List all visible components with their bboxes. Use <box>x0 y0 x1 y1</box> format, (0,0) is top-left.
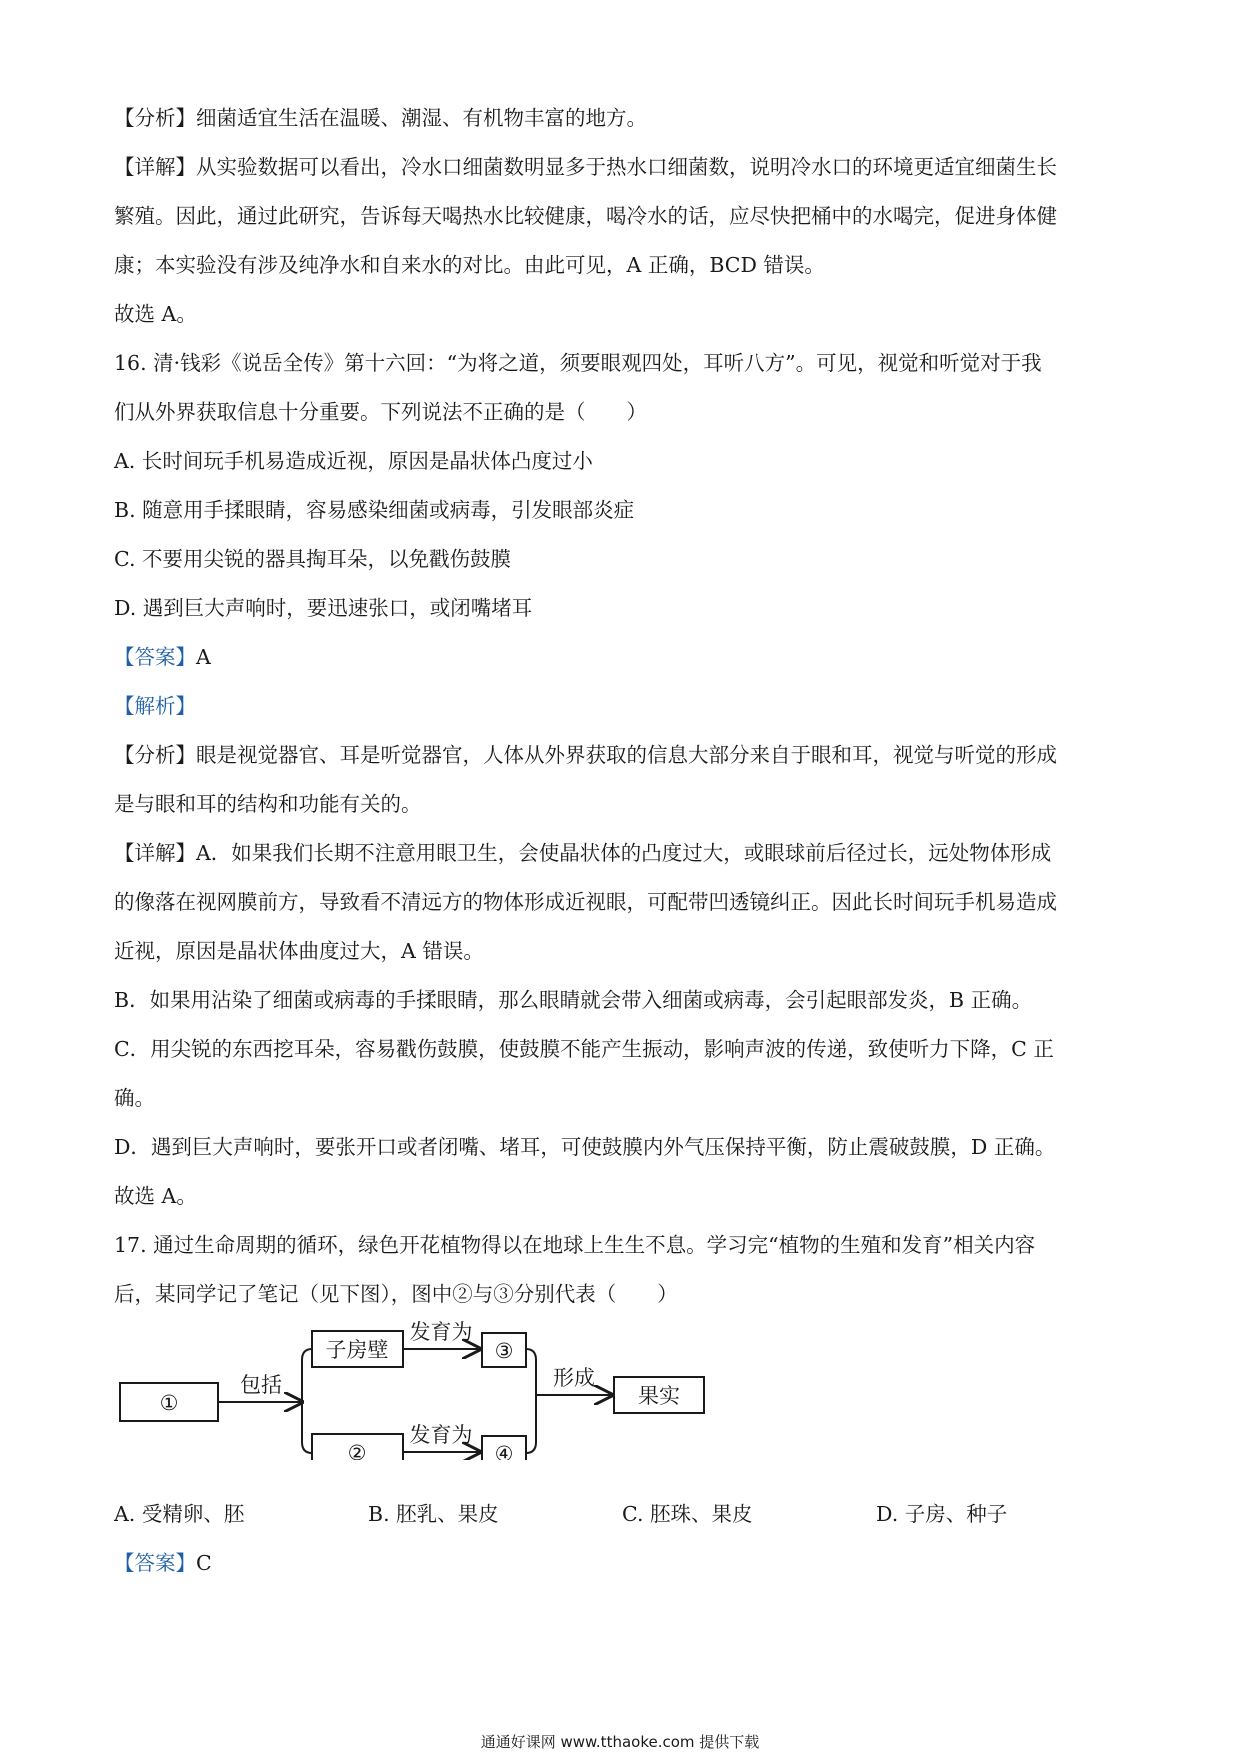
q15-analysis <box>114 104 647 132</box>
q16-option-d: D. 遇到巨大声响时，要迅速张口，或闭嘴堵耳 <box>114 596 533 620</box>
q16-conclusion: 故选 A。 <box>114 1184 197 1208</box>
q16-answer <box>114 643 211 671</box>
q17-stem-line-2: 后，某同学记了笔记（见下图），图中②与③分别代表（ ） <box>114 1282 678 1306</box>
develop-label-top: 发育为 <box>409 1320 473 1344</box>
q16-detail-a-line-2: 的像落在视网膜前方，导致看不清远方的物体形成近视眼，可配带凹透镜纠正。因此长时间玩手机易造成 <box>114 890 1057 914</box>
box-4-label: ④ <box>494 1442 514 1460</box>
form-label: 形成 <box>553 1366 595 1390</box>
analysis-text: 眼是视觉器官、耳是听觉器官，人体从外界获取的信息大部分来自于眼和耳，视觉与听觉的形成 <box>196 743 1057 767</box>
q16-option-b: B. 随意用手揉眼睛，容易感染细菌或病毒，引发眼部炎症 <box>114 498 635 522</box>
q15-detail-line-1 <box>114 153 1057 181</box>
fruit-label: 果实 <box>638 1384 680 1408</box>
analysis-tag: 【分析】 <box>114 106 196 130</box>
q16-stem-line-2: 们从外界获取信息十分重要。下列说法不正确的是（ ） <box>114 400 647 424</box>
q16-explain-tag: 【解析】 <box>114 694 196 718</box>
q16-stem-line-1: 16. 清·钱彩《说岳全传》第十六回：“为将之道，须要眼观四处，耳听八方”。可见，视觉和听觉对于我 <box>114 351 1042 375</box>
plant-development-diagram <box>116 1320 776 1460</box>
q16-option-c: C. 不要用尖锐的器具掏耳朵，以免戳伤鼓膜 <box>114 547 511 571</box>
q15-conclusion: 故选 A。 <box>114 302 197 326</box>
box-2-label: ② <box>347 1441 367 1460</box>
detail-tag: 【详解】 <box>114 155 196 179</box>
detail-tag: 【详解】 <box>114 841 196 865</box>
detail-text: 从实验数据可以看出，冷水口细菌数明显多于热水口细菌数，说明冷水口的环境更适宜细菌生长 <box>196 155 1057 179</box>
develop-label-bottom: 发育为 <box>409 1423 473 1447</box>
page-footer: 通通好课网 www.tthaoke.com 提供下载 <box>480 1733 760 1751</box>
branch-bracket <box>302 1349 312 1453</box>
answer-value: A <box>196 645 211 669</box>
q16-analysis-line-1 <box>114 741 1057 769</box>
q17-option-d: D. 子房、种子 <box>876 1502 1008 1526</box>
q17-option-a: A. 受精卵、胚 <box>114 1502 245 1526</box>
detail-text: A．如果我们长期不注意用眼卫生，会使晶状体的凸度过大，或眼球前后径过长，远处物体形成 <box>196 841 1052 865</box>
box-1-label: ① <box>159 1391 179 1415</box>
q17-option-c: C. 胚珠、果皮 <box>622 1502 753 1526</box>
q16-detail-c-line-1: C．用尖锐的东西挖耳朵，容易戳伤鼓膜，使鼓膜不能产生振动，影响声波的传递，致使听力下降，C 正 <box>114 1037 1054 1061</box>
analysis-tag: 【分析】 <box>114 743 196 767</box>
q16-detail-a-line-3: 近视，原因是晶状体曲度过大，A 错误。 <box>114 939 484 963</box>
merge-bracket <box>526 1349 536 1453</box>
q16-detail-a-line-1 <box>114 839 1051 867</box>
q17-stem-line-1: 17. 通过生命周期的循环，绿色开花植物得以在地球上生生不息。学习完“植物的生殖和发育”相关内容 <box>114 1233 1036 1257</box>
q15-detail-line-2: 繁殖。因此，通过此研究，告诉每天喝热水比较健康，喝冷水的话，应尽快把桶中的水喝完，促进身体健 <box>114 204 1057 228</box>
q16-analysis-line-2: 是与眼和耳的结构和功能有关的。 <box>114 792 422 816</box>
include-label: 包括 <box>240 1373 282 1397</box>
answer-tag: 【答案】 <box>114 645 196 669</box>
answer-tag: 【答案】 <box>114 1551 196 1575</box>
q16-detail-b: B．如果用沾染了细菌或病毒的手揉眼睛，那么眼睛就会带入细菌或病毒，会引起眼部发炎，B 正确。 <box>114 988 1033 1012</box>
answer-value: C <box>196 1551 212 1575</box>
q16-detail-c-line-2: 确。 <box>114 1086 155 1110</box>
analysis-text: 细菌适宜生活在温暖、潮湿、有机物丰富的地方。 <box>196 106 647 130</box>
q16-detail-d: D．遇到巨大声响时，要张开口或者闭嘴、堵耳，可使鼓膜内外气压保持平衡，防止震破鼓膜，D 正确。 <box>114 1135 1056 1159</box>
q17-option-b: B. 胚乳、果皮 <box>368 1502 499 1526</box>
q15-detail-line-3: 康；本实验没有涉及纯净水和自来水的对比。由此可见，A 正确，BCD 错误。 <box>114 253 825 277</box>
ovary-wall-label: 子房壁 <box>325 1338 389 1362</box>
q16-option-a: A. 长时间玩手机易造成近视，原因是晶状体凸度过小 <box>114 449 593 473</box>
q17-answer <box>114 1549 212 1577</box>
box-3-label: ③ <box>494 1339 514 1363</box>
